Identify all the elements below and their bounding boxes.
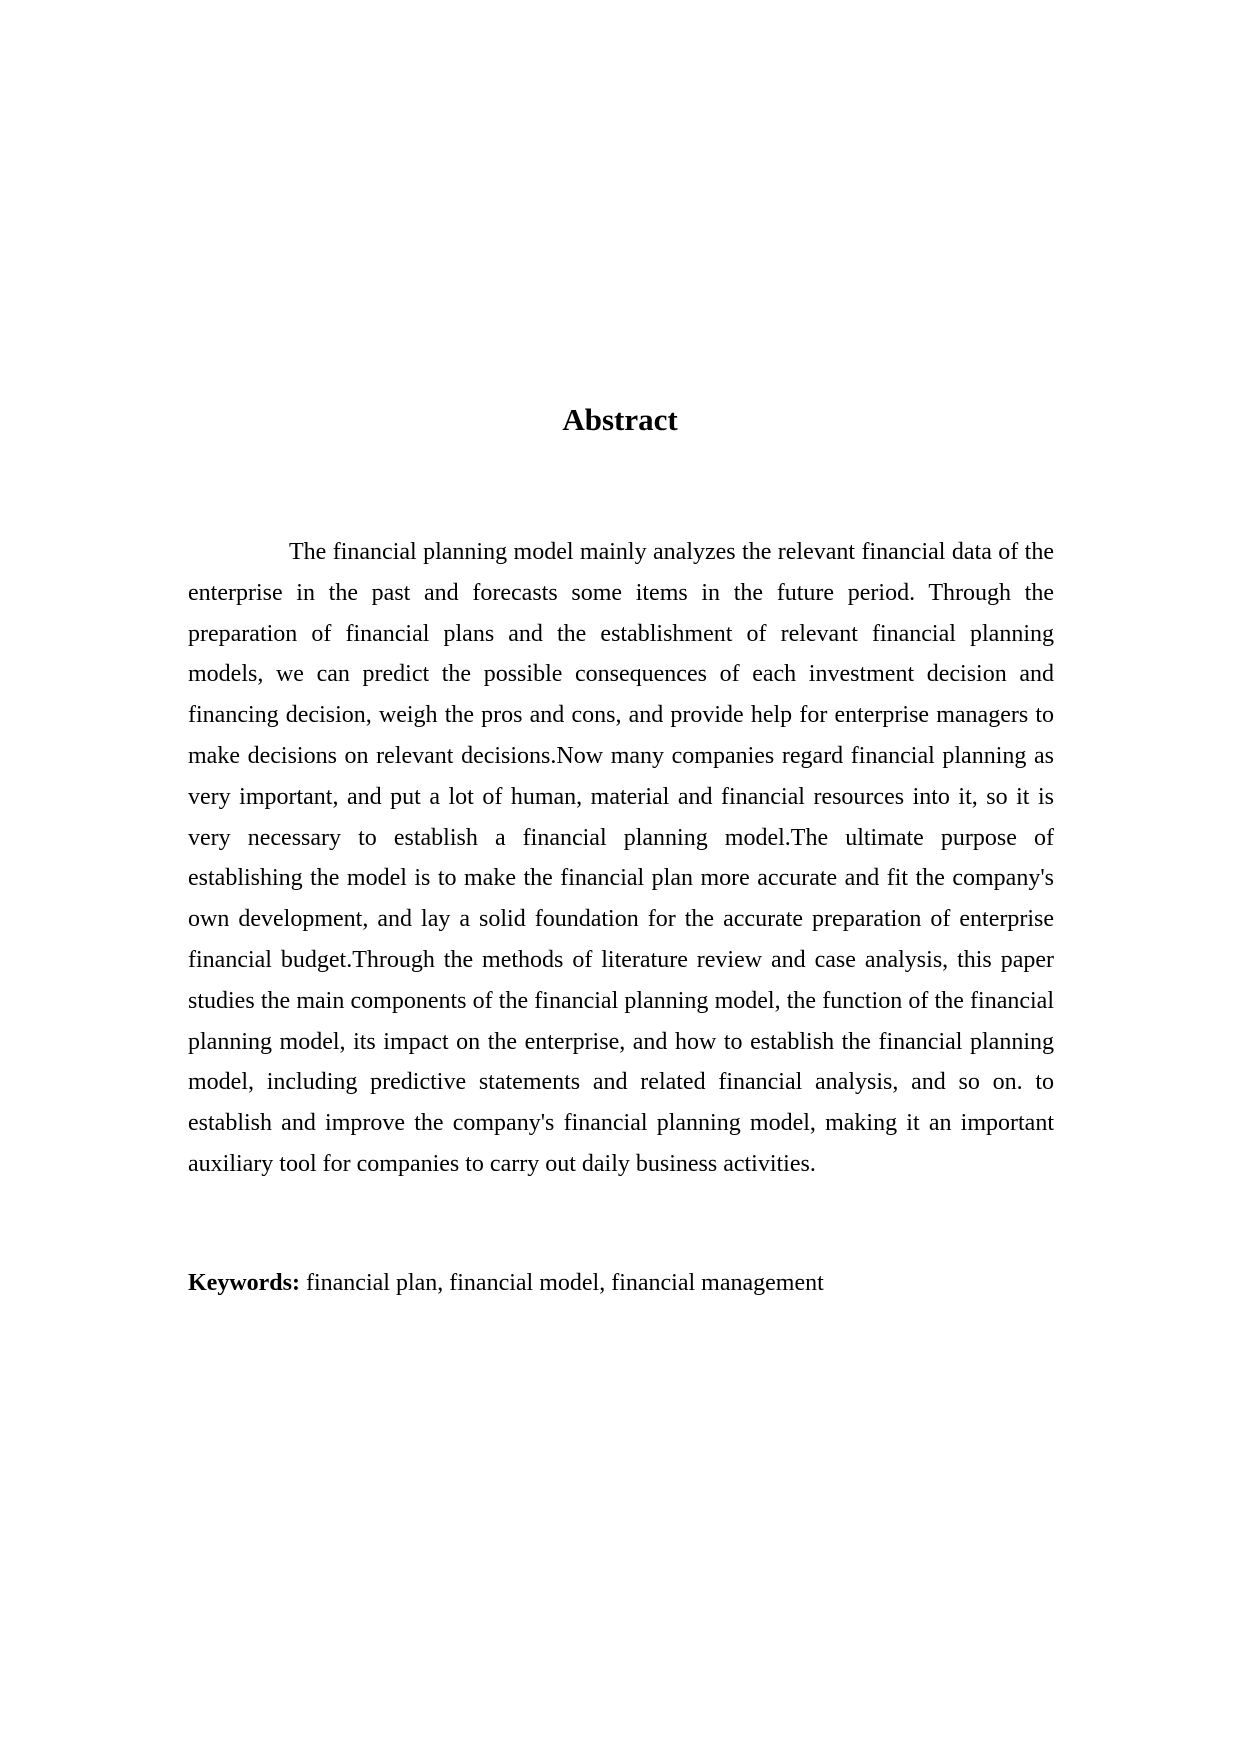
keywords-line [188,1263,1054,1303]
keywords-label: Keywords: [188,1270,300,1296]
page-title: Abstract [562,402,678,437]
abstract-paragraph: The financial planning model mainly analyzes the relevant financial data of the enterprise in the past and forecasts some items in the future period. Through the preparation of financial plans and the establishment of relevant financial planning models, we can predict the possible consequences of each investment decision and financing decision, weigh the pros and cons, and provide help for enterprise managers to make decisions on relevant decisions.Now many companies regard financial planning as very important, and put a lot of human, material and financial resources into it, so it is very necessary to establish a financial planning model.The ultimate purpose of establishing the model is to make the financial plan more accurate and fit the company's own development, and lay a solid foundation for the accurate preparation of enterprise financial budget.Through the methods of literature review and case analysis, this paper studies the main components of the financial planning model, the function of the financial planning model, its impact on the enterprise, and how to establish the financial planning model, including predictive statements and related financial analysis, and so on. to establish and improve the company's financial planning model, making it an important auxiliary tool for companies to carry out daily business activities. [188,539,1054,1177]
keywords-value: financial plan, financial model, financial management [305,1270,824,1296]
